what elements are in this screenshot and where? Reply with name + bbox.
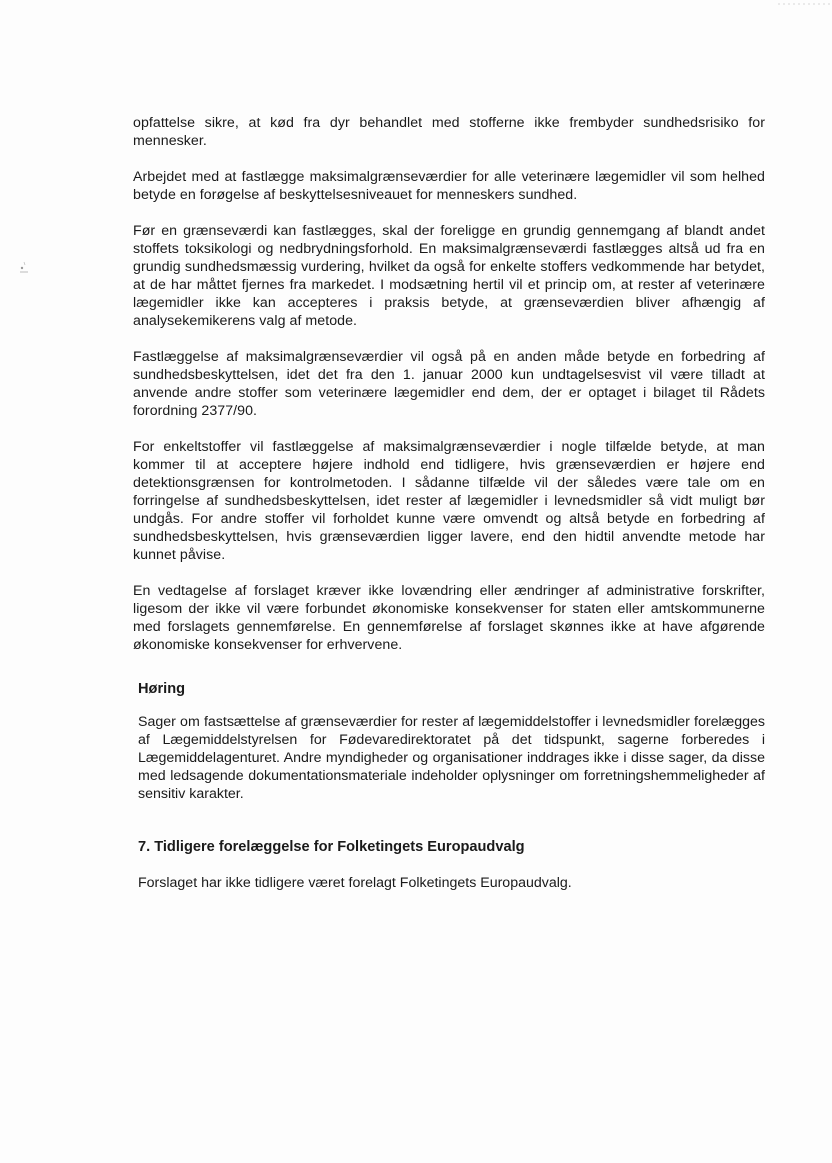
paragraph-1: opfattelse sikre, at kød fra dyr behandlet med stofferne ikke frembyder sundhedsrisiko for mennesker.	[133, 115, 765, 149]
paragraph-2: Arbejdet med at fastlægge maksimalgrænseværdier for alle veterinære lægemidler vil som helhed betyde en forøgelse af beskyttelsesniveauet for menneskers sundhed.	[133, 169, 765, 203]
paragraph-section-7: Forslaget har ikke tidligere været forelagt Folketingets Europaudvalg.	[138, 875, 572, 891]
paragraph-5: For enkeltstoffer vil fastlæggelse af maksimalgrænseværdier i nogle tilfælde betyde, at man kommer til at acceptere højere indhold end tidligere, hvis grænseværdien er højere end detektionsgrænsen for kontrolmetoden. I sådanne tilfælde vil der således være tale om en forringelse af sundhedsbeskyttelsen, idet rester af lægemidler i levnedsmidler så vidt muligt bør undgås. For andre stoffer vil forholdet kunne være omvendt og altså betyde en forbedring af sundhedsbeskyttelsen, hvis grænseværdien ligger lavere, end den hidtil anvendte metode har kunnet påvise.	[133, 439, 765, 563]
scan-margin-mark	[17, 258, 31, 276]
section-heading-7: 7. Tidligere forelæggelse for Folketingets Europaudvalg	[138, 839, 525, 855]
body-text	[133, 114, 765, 672]
paragraph-6: En vedtagelse af forslaget kræver ikke lovændring eller ændringer af administrative forskrifter, ligesom der ikke vil være forbundet økonomiske konsekvenser for staten eller amtskommunerne med forslagets gennemførelse. En gennemførelse af forslaget skønnes ikke at have afgørende økonomiske konsekvenser for erhvervene.	[133, 583, 765, 653]
section-heading-hoering: Høring	[138, 681, 186, 697]
scan-artifact	[778, 0, 832, 8]
paragraph-3: Før en grænseværdi kan fastlægges, skal der foreligge en grundig gennemgang af blandt andet stoffets toksikologi og nedbrydningsforhold. En maksimalgrænseværdi fastlægges altså ud fra en grundig sundhedsmæssig vurdering, hvilket da også for enkelte stoffers vedkommende har betydet, at de har måttet fjernes fra markedet. I modsætning hertil vil et princip om, at rester af veterinære lægemidler ikke kan accepteres i praksis betyde, at grænseværdien bliver afhængig af analysekemikerens valg af metode.	[133, 223, 765, 329]
paragraph-4: Fastlæggelse af maksimalgrænseværdier vil også på en anden måde betyde en forbedring af sundhedsbeskyttelsen, idet det fra den 1. januar 2000 kun undtagelsesvist vil være tilladt at anvende andre stoffer som veterinære lægemidler end dem, der er optaget i bilaget til Rådets forordning 2377/90.	[133, 349, 765, 419]
paragraph-hoering: Sager om fastsættelse af grænseværdier for rester af lægemiddelstoffer i levnedsmidler forelægges af Lægemiddelstyrelsen for Fødevaredirektoratet på det tidspunkt, sagerne forberedes i Lægemiddelagenturet. Andre myndigheder og organisationer inddrages ikke i disse sager, da disse med ledsagende dokumentationsmateriale indeholder oplysninger om forretningshemmeligheder af sensitiv karakter.	[138, 714, 765, 802]
